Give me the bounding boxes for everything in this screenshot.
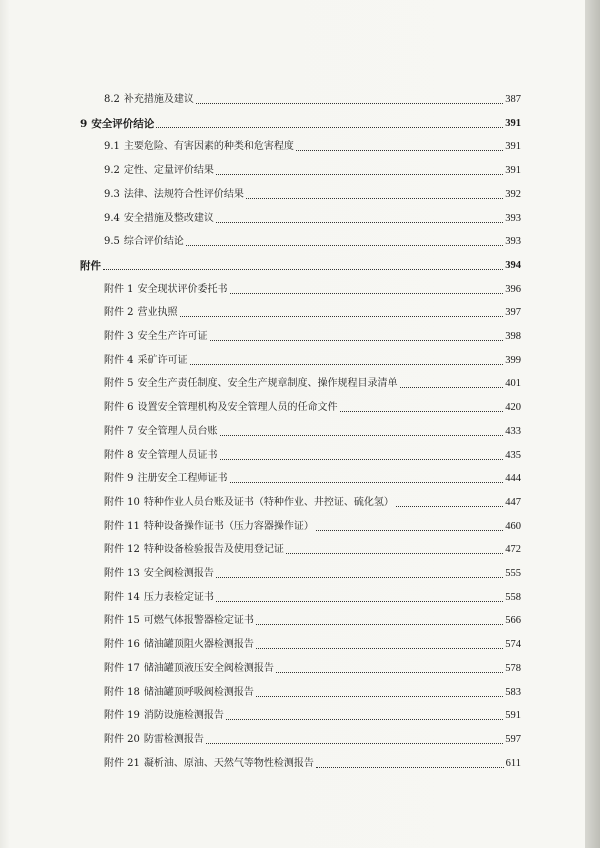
toc-dot-leader bbox=[210, 340, 504, 341]
toc-entry-number: 附件 14 bbox=[104, 591, 140, 603]
toc-entry[interactable] bbox=[80, 234, 521, 250]
toc-entry-number: 附件 2 bbox=[104, 307, 134, 319]
toc-entry-number: 附件 20 bbox=[104, 733, 140, 745]
toc-entry[interactable] bbox=[80, 92, 521, 108]
toc-entry-page-number: 391 bbox=[505, 117, 521, 129]
toc-entry-number: 附件 7 bbox=[104, 425, 134, 437]
toc-entry-page-number: 433 bbox=[505, 425, 521, 437]
toc-entry-page-number: 392 bbox=[505, 188, 521, 200]
toc-entry-page-number: 578 bbox=[505, 662, 521, 674]
toc-entry-title: 可燃气体报警器检定证书 bbox=[143, 615, 254, 627]
toc-entry-number: 9 bbox=[80, 117, 88, 130]
toc-entry-page-number: 396 bbox=[505, 283, 521, 295]
toc-entry-number: 附件 4 bbox=[104, 354, 134, 366]
toc-entry-page-number: 597 bbox=[505, 733, 521, 745]
toc-dot-leader bbox=[256, 696, 503, 697]
toc-entry-title: 营业执照 bbox=[137, 307, 178, 319]
toc-dot-leader bbox=[220, 459, 504, 460]
toc-entry-title: 储油罐顶阻火器检测报告 bbox=[143, 639, 254, 651]
toc-entry[interactable] bbox=[80, 590, 521, 606]
toc-entry-number: 附件 19 bbox=[104, 710, 140, 722]
toc-entry-page-number: 444 bbox=[505, 473, 521, 485]
toc-entry-page-number: 566 bbox=[505, 615, 521, 627]
toc-dot-leader bbox=[286, 553, 503, 554]
toc-dot-leader bbox=[246, 198, 503, 199]
toc-entry-number: 9.1 bbox=[104, 141, 120, 153]
toc-entry-number: 附件 11 bbox=[104, 520, 140, 532]
toc-entry[interactable] bbox=[80, 471, 521, 487]
toc-dot-leader bbox=[276, 672, 503, 673]
toc-entry-page-number: 393 bbox=[505, 212, 521, 224]
toc-entry-title: 特种设备操作证书（压力容器操作证） bbox=[143, 520, 314, 532]
toc-entry-page-number: 555 bbox=[505, 568, 521, 579]
toc-entry-title: 储油罐顶液压安全阀检测报告 bbox=[143, 662, 274, 674]
toc-entry[interactable] bbox=[80, 708, 521, 724]
toc-dot-leader bbox=[216, 577, 503, 578]
toc-entry-title: 设置安全管理机构及安全管理人员的任命文件 bbox=[137, 402, 338, 414]
toc-entry-page-number: 583 bbox=[505, 686, 521, 698]
toc-dot-leader bbox=[196, 103, 503, 104]
toc-dot-leader bbox=[340, 411, 504, 412]
toc-dot-leader bbox=[316, 767, 504, 768]
toc-entry[interactable] bbox=[80, 495, 521, 511]
toc-entry[interactable] bbox=[80, 400, 521, 416]
toc-entry-number: 附件 12 bbox=[104, 544, 140, 556]
toc-entry[interactable] bbox=[80, 542, 521, 558]
toc-entry[interactable] bbox=[80, 448, 521, 464]
toc-entry-number: 8.2 bbox=[104, 94, 120, 105]
toc-entry-number: 附件 9 bbox=[104, 473, 134, 485]
toc-dot-leader bbox=[216, 174, 503, 175]
toc-entry-page-number: 472 bbox=[505, 544, 521, 556]
toc-entry[interactable] bbox=[80, 353, 521, 369]
toc-entry-title: 法律、法规符合性评价结果 bbox=[123, 188, 244, 200]
toc-entry-number: 附件 3 bbox=[104, 331, 134, 342]
toc-dot-leader bbox=[396, 506, 503, 507]
toc-entry-number: 附件 18 bbox=[104, 686, 140, 698]
toc-entry[interactable] bbox=[80, 613, 521, 629]
toc-entry-title: 定性、定量评价结果 bbox=[123, 165, 214, 177]
toc-entry-number: 附件 13 bbox=[104, 568, 140, 579]
toc-entry-page-number: 391 bbox=[505, 165, 521, 177]
toc-entry[interactable] bbox=[80, 756, 521, 772]
toc-entry-number: 附件 5 bbox=[104, 378, 134, 390]
toc-entry-title: 采矿许可证 bbox=[137, 354, 188, 366]
toc-entry-title: 消防设施检测报告 bbox=[143, 710, 224, 722]
toc-entry[interactable] bbox=[80, 566, 521, 582]
toc-entry[interactable] bbox=[80, 187, 521, 203]
table-of-contents bbox=[80, 0, 521, 848]
toc-entry-title: 主要危险、有害因素的种类和危害程度 bbox=[123, 141, 294, 153]
toc-entry-number: 9.2 bbox=[104, 165, 120, 177]
toc-entry-number: 9.4 bbox=[104, 212, 120, 224]
toc-dot-leader bbox=[156, 127, 503, 128]
toc-entry[interactable] bbox=[80, 424, 521, 440]
toc-entry-title: 安全生产责任制度、安全生产规章制度、操作规程目录清单 bbox=[137, 378, 398, 390]
toc-entry-page-number: 387 bbox=[505, 94, 521, 105]
toc-entry-title: 综合评价结论 bbox=[123, 236, 184, 248]
toc-entry[interactable] bbox=[80, 661, 521, 677]
toc-dot-leader bbox=[256, 648, 503, 649]
toc-entry-number: 附件 10 bbox=[104, 496, 140, 508]
toc-entry-number: 附件 15 bbox=[104, 615, 140, 627]
toc-entry-title: 安全管理人员证书 bbox=[137, 449, 218, 461]
toc-entry-title: 附件 bbox=[80, 259, 101, 272]
toc-entry-number: 附件 17 bbox=[104, 662, 140, 674]
toc-entry[interactable] bbox=[80, 305, 521, 321]
toc-entry-title: 安全评价结论 bbox=[91, 117, 155, 130]
toc-entry-page-number: 591 bbox=[505, 710, 521, 722]
toc-dot-leader bbox=[230, 482, 504, 483]
toc-dot-leader bbox=[186, 245, 503, 246]
toc-entry-page-number: 558 bbox=[505, 591, 521, 603]
toc-entry-title: 注册安全工程师证书 bbox=[137, 473, 228, 485]
toc-entry-number: 附件 6 bbox=[104, 402, 134, 414]
toc-entry[interactable] bbox=[80, 685, 521, 701]
toc-entry-title: 防雷检测报告 bbox=[143, 733, 204, 745]
toc-entry-title: 安全措施及整改建议 bbox=[123, 212, 214, 224]
toc-dot-leader bbox=[216, 601, 503, 602]
toc-dot-leader bbox=[296, 150, 503, 151]
toc-entry-title: 安全阀检测报告 bbox=[143, 568, 214, 579]
toc-entry[interactable] bbox=[80, 637, 521, 653]
toc-dot-leader bbox=[206, 743, 503, 744]
toc-entry-title: 凝析油、原油、天然气等物性检测报告 bbox=[143, 757, 314, 769]
toc-entry-page-number: 401 bbox=[505, 378, 521, 390]
toc-entry-page-number: 393 bbox=[505, 236, 521, 248]
toc-entry-number: 附件 1 bbox=[104, 283, 134, 295]
toc-entry-page-number: 460 bbox=[505, 520, 521, 532]
toc-entry-page-number: 435 bbox=[505, 449, 521, 461]
toc-entry[interactable] bbox=[80, 376, 521, 392]
toc-entry[interactable] bbox=[80, 211, 521, 227]
toc-entry-title: 压力表检定证书 bbox=[143, 591, 214, 603]
toc-entry[interactable] bbox=[80, 139, 521, 155]
toc-entry-title: 特种作业人员台账及证书（特种作业、井控证、硫化氢） bbox=[143, 496, 394, 508]
toc-entry-page-number: 399 bbox=[505, 354, 521, 366]
toc-entry-title: 安全生产许可证 bbox=[137, 331, 208, 342]
toc-entry-page-number: 611 bbox=[505, 757, 521, 769]
toc-entry[interactable] bbox=[80, 329, 521, 345]
toc-dot-leader bbox=[190, 364, 504, 365]
toc-dot-leader bbox=[316, 530, 503, 531]
toc-entry-number: 附件 16 bbox=[104, 639, 140, 651]
toc-dot-leader bbox=[230, 293, 504, 294]
toc-entry[interactable] bbox=[80, 732, 521, 748]
toc-entry-number: 9.3 bbox=[104, 188, 120, 200]
toc-entry-page-number: 447 bbox=[505, 496, 521, 508]
toc-dot-leader bbox=[216, 222, 503, 223]
toc-entry[interactable] bbox=[80, 163, 521, 179]
toc-dot-leader bbox=[220, 435, 504, 436]
toc-entry-number: 附件 8 bbox=[104, 449, 134, 461]
toc-entry-title: 特种设备检验报告及使用登记证 bbox=[143, 544, 284, 556]
toc-dot-leader bbox=[256, 624, 503, 625]
toc-entry-page-number: 397 bbox=[505, 307, 521, 319]
toc-entry-title: 安全管理人员台账 bbox=[137, 425, 218, 437]
toc-entry-page-number: 394 bbox=[505, 259, 521, 271]
toc-dot-leader bbox=[103, 269, 503, 270]
toc-dot-leader bbox=[180, 316, 504, 317]
toc-entry[interactable] bbox=[80, 519, 521, 535]
toc-entry-page-number: 398 bbox=[505, 331, 521, 342]
toc-entry-number: 9.5 bbox=[104, 236, 120, 248]
toc-dot-leader bbox=[400, 387, 504, 388]
toc-entry-page-number: 420 bbox=[505, 402, 521, 414]
toc-entry-page-number: 391 bbox=[505, 141, 521, 153]
toc-dot-leader bbox=[226, 719, 503, 720]
page-binding-edge bbox=[585, 0, 600, 848]
toc-entry[interactable] bbox=[80, 282, 521, 298]
toc-entry-number: 附件 21 bbox=[104, 757, 140, 769]
toc-entry[interactable] bbox=[80, 258, 521, 274]
toc-entry-page-number: 574 bbox=[505, 639, 521, 651]
toc-entry-title: 补充措施及建议 bbox=[123, 94, 194, 105]
toc-entry-title: 安全现状评价委托书 bbox=[137, 283, 228, 295]
toc-entry[interactable] bbox=[80, 116, 521, 132]
toc-entry-title: 储油罐顶呼吸阀检测报告 bbox=[143, 686, 254, 698]
